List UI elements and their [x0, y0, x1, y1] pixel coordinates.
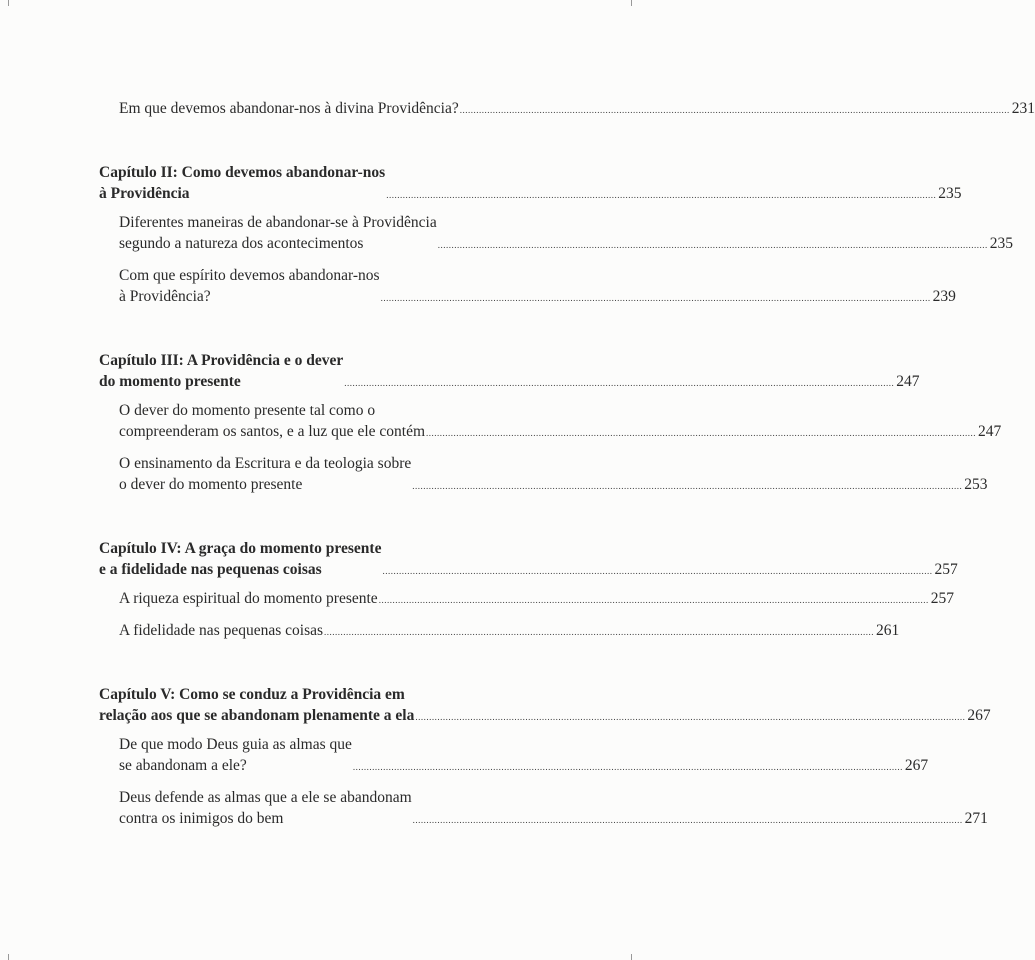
section-gap	[99, 652, 543, 684]
entry-line: segundo a natureza dos acontecimentos	[119, 235, 364, 252]
dot-leader: ........................................................................................................................................................................................................	[352, 762, 903, 772]
dot-leader: ........................................................................................................................................................................................................	[415, 712, 966, 722]
entry-line: Diferentes maneiras de abandonar-se à Providência	[119, 214, 437, 231]
entry-line: compreenderam os santos, e a luz que ele contém	[119, 423, 426, 440]
page-number: 257	[930, 590, 954, 607]
entry-text	[119, 734, 352, 776]
toc-entry	[99, 620, 900, 641]
page-number: 231	[1011, 100, 1035, 117]
toc-entry	[99, 453, 988, 495]
toc-entry	[99, 734, 929, 776]
entry-line: Em que devemos abandonar-nos à divina Providência?	[119, 100, 459, 117]
entry-line: Com que espírito devemos abandonar-nos	[119, 267, 380, 284]
entry-text	[119, 787, 412, 829]
dot-leader: ........................................................................................................................................................................................................	[426, 428, 977, 438]
dot-leader: ........................................................................................................................................................................................................	[380, 293, 931, 303]
entry-line: Capítulo IV: A graça do momento presente	[99, 540, 382, 557]
page-number: 235	[938, 185, 962, 202]
entry-line: De que modo Deus guia as almas que	[119, 736, 352, 753]
page-number: 267	[904, 757, 929, 774]
entry-text	[119, 98, 459, 119]
dot-leader: ........................................................................................................................................................................................................	[382, 566, 933, 576]
entry-line: O dever do momento presente tal como o	[119, 402, 376, 419]
entry-text	[99, 162, 385, 204]
entry-line: A riqueza espiritual do momento presente	[119, 590, 378, 607]
dot-leader: ........................................................................................................................................................................................................	[378, 595, 929, 605]
dot-leader: ........................................................................................................................................................................................................	[459, 105, 1010, 115]
toc-entry	[99, 588, 954, 609]
page-number: 247	[896, 373, 920, 390]
entry-text	[119, 400, 425, 442]
dot-leader: ........................................................................................................................................................................................................	[437, 240, 988, 250]
toc-entry	[99, 212, 1013, 254]
entry-line: Capítulo II: Como devemos abandonar-nos	[99, 164, 386, 181]
entry-text	[119, 620, 323, 641]
dot-leader: ........................................................................................................................................................................................................	[344, 378, 895, 388]
entry-line: do momento presente	[99, 373, 241, 390]
dot-leader: ........................................................................................................................................................................................................	[412, 481, 963, 491]
table-of-contents	[99, 98, 1035, 840]
chapter-heading	[99, 684, 991, 726]
toc-entry	[99, 787, 988, 829]
entry-line: O ensinamento da Escritura e da teologia sobre	[119, 455, 412, 472]
entry-line: o dever do momento presente	[119, 476, 303, 493]
section-gap	[99, 506, 543, 538]
page-number: 239	[932, 288, 956, 305]
page-number: 267	[967, 707, 991, 724]
page-number: 261	[876, 622, 900, 639]
entry-line: Deus defende as almas que a ele se abandonam	[119, 789, 412, 806]
section-gap	[99, 130, 543, 162]
dot-leader: ........................................................................................................................................................................................................	[386, 190, 937, 200]
page-number: 247	[978, 423, 1002, 440]
chapter-heading	[99, 350, 920, 392]
entry-line: e a fidelidade nas pequenas coisas	[99, 561, 322, 578]
crop-mark	[8, 0, 9, 6]
chapter-heading	[99, 538, 958, 580]
entry-line: Capítulo III: A Providência e o dever	[99, 352, 344, 369]
entry-text	[99, 350, 343, 392]
entry-line: Capítulo V: Como se conduz a Providência em	[99, 686, 405, 703]
entry-line: à Providência	[99, 185, 190, 202]
entry-text	[99, 538, 381, 580]
entry-line: à Providência?	[119, 288, 211, 305]
chapter-heading	[99, 162, 962, 204]
page-number: 235	[989, 235, 1013, 252]
toc-entry	[99, 400, 1002, 442]
entry-text	[119, 212, 437, 254]
crop-mark	[631, 954, 632, 960]
dot-leader: ........................................................................................................................................................................................................	[412, 815, 963, 825]
entry-line: contra os inimigos do bem	[119, 810, 284, 827]
page-number: 253	[964, 476, 988, 493]
entry-line: relação aos que se abandonam plenamente a ela	[99, 707, 415, 724]
toc-entry	[99, 265, 956, 307]
section-gap	[99, 318, 543, 350]
page-number: 257	[934, 561, 958, 578]
crop-mark	[8, 954, 9, 960]
toc-entry	[99, 98, 1035, 119]
entry-line: A fidelidade nas pequenas coisas	[119, 622, 324, 639]
entry-text	[119, 265, 380, 307]
entry-text	[99, 684, 414, 726]
page-number: 271	[964, 810, 988, 827]
dot-leader: ........................................................................................................................................................................................................	[324, 627, 875, 637]
entry-text	[119, 453, 411, 495]
entry-line: se abandonam a ele?	[119, 757, 247, 774]
crop-mark	[631, 0, 632, 6]
entry-text	[119, 588, 378, 609]
